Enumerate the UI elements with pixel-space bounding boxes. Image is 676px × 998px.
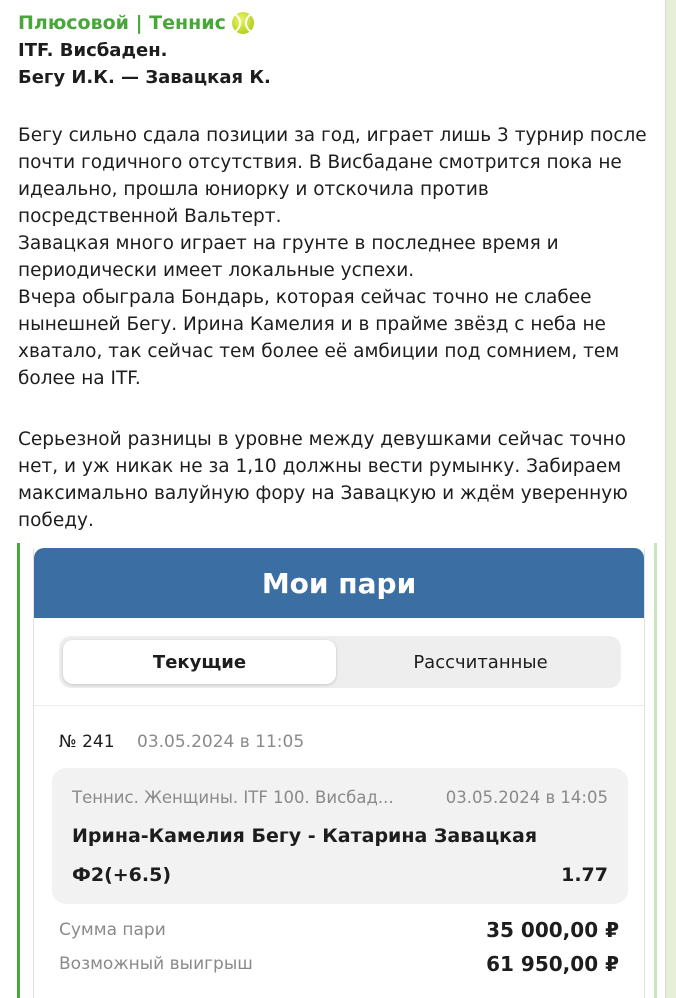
text-line: нет, и уж никак не за 1,10 должны вести румынку. Забираем — [18, 456, 622, 477]
post-paragraph-conclusion — [18, 426, 648, 534]
text-line: почти годичного отсутствия. В Висбадане смотрится пока не — [18, 152, 622, 173]
text-line: Завацкая много играет на грунте в последнее время и — [18, 233, 559, 254]
bets-tab-switcher — [59, 636, 621, 688]
text-line: Серьезной разницы в уровне между девушками сейчас точно — [18, 429, 626, 450]
bets-screenshot[interactable] — [33, 548, 645, 998]
event-sport-league: Теннис. Женщины. ITF 100. Висбад... — [72, 788, 394, 807]
bet-number: № 241 — [59, 732, 115, 752]
channel-name[interactable]: Плюсовой | Теннис — [18, 12, 226, 34]
bet-event-card[interactable] — [52, 768, 628, 904]
text-line: посредственной Вальтерт. — [18, 206, 282, 227]
bet-datetime: 03.05.2024 в 11:05 — [137, 732, 305, 752]
text-line: Бегу сильно сдала позиции за год, играет лишь 3 турнир после — [18, 125, 647, 146]
bets-title: Мои пари — [34, 548, 644, 618]
text-line: максимально валуйную фору на Завацкую и ждём уверенную — [18, 483, 628, 504]
text-line: идеально, прошла юниорку и отскочила против — [18, 179, 489, 200]
post-headline-match: Бегу И.К. — Завацкая К. — [18, 67, 271, 88]
text-line: хватало, так сейчас тем более её амбиции под сомнием, тем — [18, 341, 620, 362]
text-line: нынешней Бегу. Ирина Камелия и в прайме звёзд с неба не — [18, 314, 606, 335]
event-match: Ирина-Камелия Бегу - Катарина Завацкая — [72, 825, 538, 847]
text-line: периодически имеет локальные успехи. — [18, 260, 415, 281]
tennis-ball-icon — [232, 12, 254, 34]
post-paragraph-analysis — [18, 122, 648, 392]
tab-settled[interactable]: Рассчитанные — [413, 651, 548, 673]
text-line: победу. — [18, 510, 94, 531]
stake-value: 35 000,00 ₽ — [486, 918, 619, 942]
payout-value: 61 950,00 ₽ — [486, 952, 619, 976]
payout-label: Возможный выигрыш — [59, 954, 253, 974]
channel-name-row[interactable] — [18, 12, 254, 34]
text-line: более на ITF. — [18, 368, 141, 389]
post-headline-tournament: ITF. Висбаден. — [18, 40, 168, 61]
bet-outcome: Ф2(+6.5) — [72, 864, 172, 886]
event-datetime: 03.05.2024 в 14:05 — [445, 788, 608, 807]
divider — [34, 705, 644, 706]
text-line: Вчера обыграла Бондарь, которая сейчас точно не слабее — [18, 287, 592, 308]
bet-odds: 1.77 — [561, 864, 608, 886]
tab-current[interactable]: Текущие — [63, 640, 336, 684]
stake-label: Сумма пари — [59, 920, 166, 940]
